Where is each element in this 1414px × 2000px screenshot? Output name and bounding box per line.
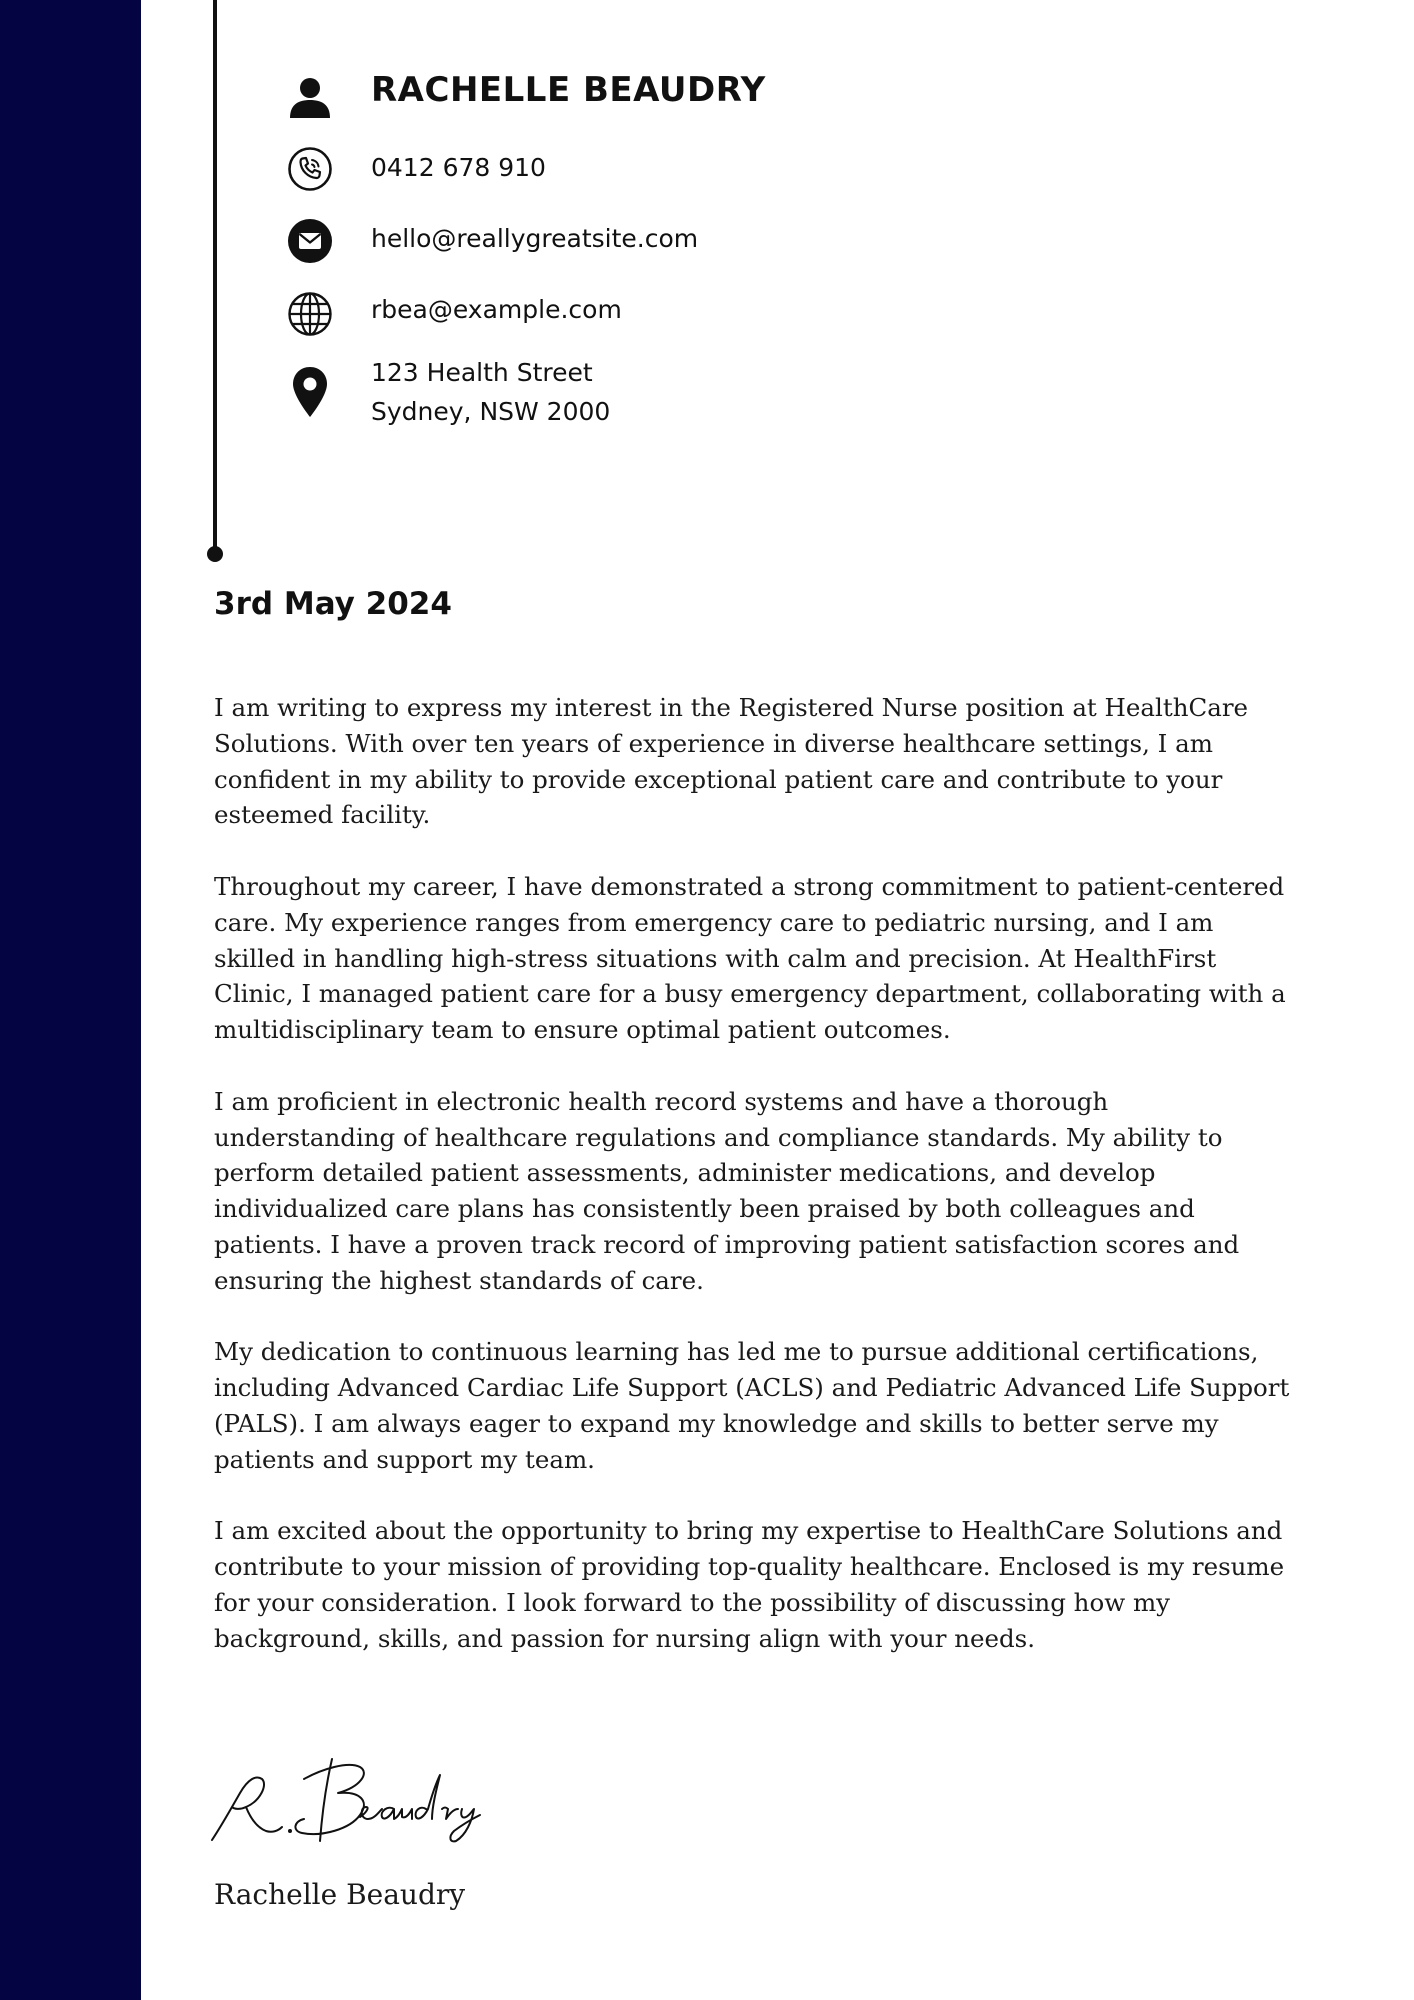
email-address: hello@reallygreatsite.com [371,224,699,253]
letter-paragraph-3: I am proficient in electronic health record systems and have a thorough understanding of healthcare regulations and compliance standards. My ability to perform detailed patient assessments, administer medications, and develop individualized care plans has consistently been praised by both colleagues and patients. I have a proven track record of improving patient satisfaction scores and ensuring the highest standards of care. [214,1086,1240,1295]
letter-body [214,690,1294,1692]
letter-paragraph-5: I am excited about the opportunity to bring my expertise to HealthCare Solutions and contribute to your mission of providing top-quality healthcare. Enclosed is my resume for your consideration. I look forward to the possibility of discussing how my background, skills, and passion for nursing align with your needs. [214,1516,1285,1653]
mail-icon [287,218,333,264]
globe-icon [287,291,333,337]
phone-icon [287,146,333,192]
address-line-1: 123 Health Street [371,358,593,387]
person-icon [287,74,333,120]
phone-number: 0412 678 910 [371,153,546,182]
location-pin-icon [291,366,329,418]
letter-date: 3rd May 2024 [214,586,452,622]
header-timeline-line [213,0,217,553]
letter-paragraph-1: I am writing to express my interest in the Registered Nurse position at HealthCare Solutions. With over ten years of experience in diverse healthcare settings, I am confident in my ability to provide exceptional patient care and contribute to your esteemed facility. [214,693,1249,830]
signature-name: Rachelle Beaudry [214,1878,466,1911]
website-address: rbea@example.com [371,295,622,324]
address-line-2: Sydney, NSW 2000 [371,397,611,426]
applicant-name: RACHELLE BEAUDRY [371,70,766,110]
header-timeline-dot [207,546,223,562]
left-sidebar-band [0,0,141,2000]
letter-paragraph-2: Throughout my career, I have demonstrated a strong commitment to patient-centered care. My experience ranges from emergency care to pediatric nursing, and I am skilled in handling high-stress situations with calm and precision. At HealthFirst Clinic, I managed patient care for a busy emergency department, collaborating with a multidisciplinary team to ensure optimal patient outcomes. [214,871,1286,1045]
handwritten-signature [210,1745,530,1845]
letter-paragraph-4: My dedication to continuous learning has led me to pursue additional certifications, including Advanced Cardiac Life Support (ACLS) and Pediatric Advanced Life Support (PALS). I am always eager to expand my knowledge and skills to better serve my patients and support my team. [214,1337,1290,1474]
